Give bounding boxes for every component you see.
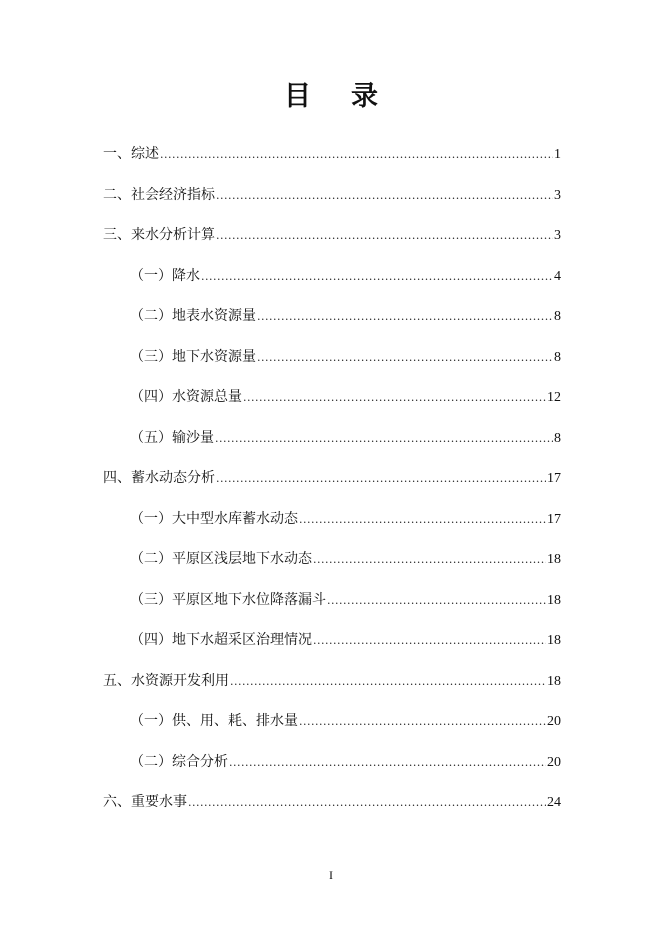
toc-dot-leader <box>299 510 546 530</box>
toc-entry[interactable] <box>103 225 561 266</box>
toc-entry-label: （二）地表水资源量 <box>130 308 256 324</box>
toc-entry-label: 三、来水分析计算 <box>103 227 215 243</box>
toc-entry-page: 18 <box>547 552 561 567</box>
toc-entry-label: （三）地下水资源量 <box>130 348 256 365</box>
toc-dot-leader <box>216 186 553 206</box>
toc-entry-page: 18 <box>547 633 561 648</box>
toc-entry-label: 六、重要水事 <box>103 794 187 810</box>
toc-entry-label: （一）降水 <box>130 267 200 284</box>
toc-entry-label: （二）综合分析 <box>130 753 228 770</box>
toc-entry-label: （一）大中型水库蓄水动态 <box>130 510 298 527</box>
toc-entry-page: 3 <box>554 228 561 243</box>
toc-entry[interactable] <box>103 468 561 509</box>
toc-dot-leader <box>257 307 553 327</box>
toc-entry[interactable] <box>103 509 561 550</box>
toc-entry-page: 20 <box>547 714 561 729</box>
toc-entry[interactable] <box>103 144 561 185</box>
toc-dot-leader <box>215 429 553 449</box>
toc-entry-page: 8 <box>554 430 561 446</box>
toc-entry-label: （四）水资源总量 <box>130 389 242 405</box>
toc-entry[interactable] <box>103 387 561 428</box>
toc-dot-leader <box>299 712 546 732</box>
toc-entry[interactable] <box>103 792 561 833</box>
toc-entry-label: （一）供、用、耗、排水量 <box>130 713 298 729</box>
toc-dot-leader <box>327 591 546 611</box>
toc-entry-page: 18 <box>547 592 561 608</box>
toc-entry-label: 五、水资源开发利用 <box>103 672 229 689</box>
toc-dot-leader <box>188 793 546 813</box>
toc-dot-leader <box>313 550 546 570</box>
toc-entry-label: 四、蓄水动态分析 <box>103 470 215 486</box>
toc-entry[interactable] <box>103 630 561 671</box>
toc-dot-leader <box>243 388 546 408</box>
toc-entry[interactable] <box>103 185 561 226</box>
toc-dot-leader <box>257 348 553 368</box>
toc-entry-page: 20 <box>547 754 561 770</box>
toc-entry-label: （二）平原区浅层地下水动态 <box>130 551 312 567</box>
toc-entry-page: 18 <box>547 673 561 689</box>
page-title: 目录 <box>284 81 418 112</box>
toc-entry-page: 17 <box>547 471 561 486</box>
table-of-contents <box>103 144 561 833</box>
toc-entry[interactable] <box>103 306 561 347</box>
toc-entry[interactable] <box>103 671 561 712</box>
toc-entry[interactable] <box>103 266 561 307</box>
toc-entry-page: 17 <box>547 511 561 527</box>
toc-dot-leader <box>230 672 546 692</box>
toc-entry-page: 8 <box>554 309 561 324</box>
toc-dot-leader <box>160 145 553 165</box>
toc-entry-label: 一、综述 <box>103 146 159 162</box>
toc-dot-leader <box>201 267 553 287</box>
toc-entry-page: 8 <box>554 349 561 365</box>
toc-dot-leader <box>216 226 553 246</box>
toc-dot-leader <box>229 753 546 773</box>
footer-page-number: I <box>329 868 333 882</box>
toc-entry[interactable] <box>103 752 561 793</box>
toc-entry-label: （三）平原区地下水位降落漏斗 <box>130 591 326 608</box>
toc-entry-page: 3 <box>554 187 561 203</box>
toc-entry-label: 二、社会经济指标 <box>103 186 215 203</box>
toc-entry[interactable] <box>103 549 561 590</box>
toc-dot-leader <box>313 631 546 651</box>
toc-entry-page: 1 <box>554 147 561 162</box>
toc-entry-page: 4 <box>554 268 561 284</box>
toc-entry-page: 12 <box>547 390 561 405</box>
toc-dot-leader <box>216 469 546 489</box>
toc-entry-label: （五）输沙量 <box>130 429 214 446</box>
toc-entry[interactable] <box>103 711 561 752</box>
toc-entry[interactable] <box>103 590 561 631</box>
toc-entry-page: 24 <box>547 795 561 810</box>
toc-entry[interactable] <box>103 347 561 388</box>
toc-entry-label: （四）地下水超采区治理情况 <box>130 632 312 648</box>
toc-entry[interactable] <box>103 428 561 469</box>
